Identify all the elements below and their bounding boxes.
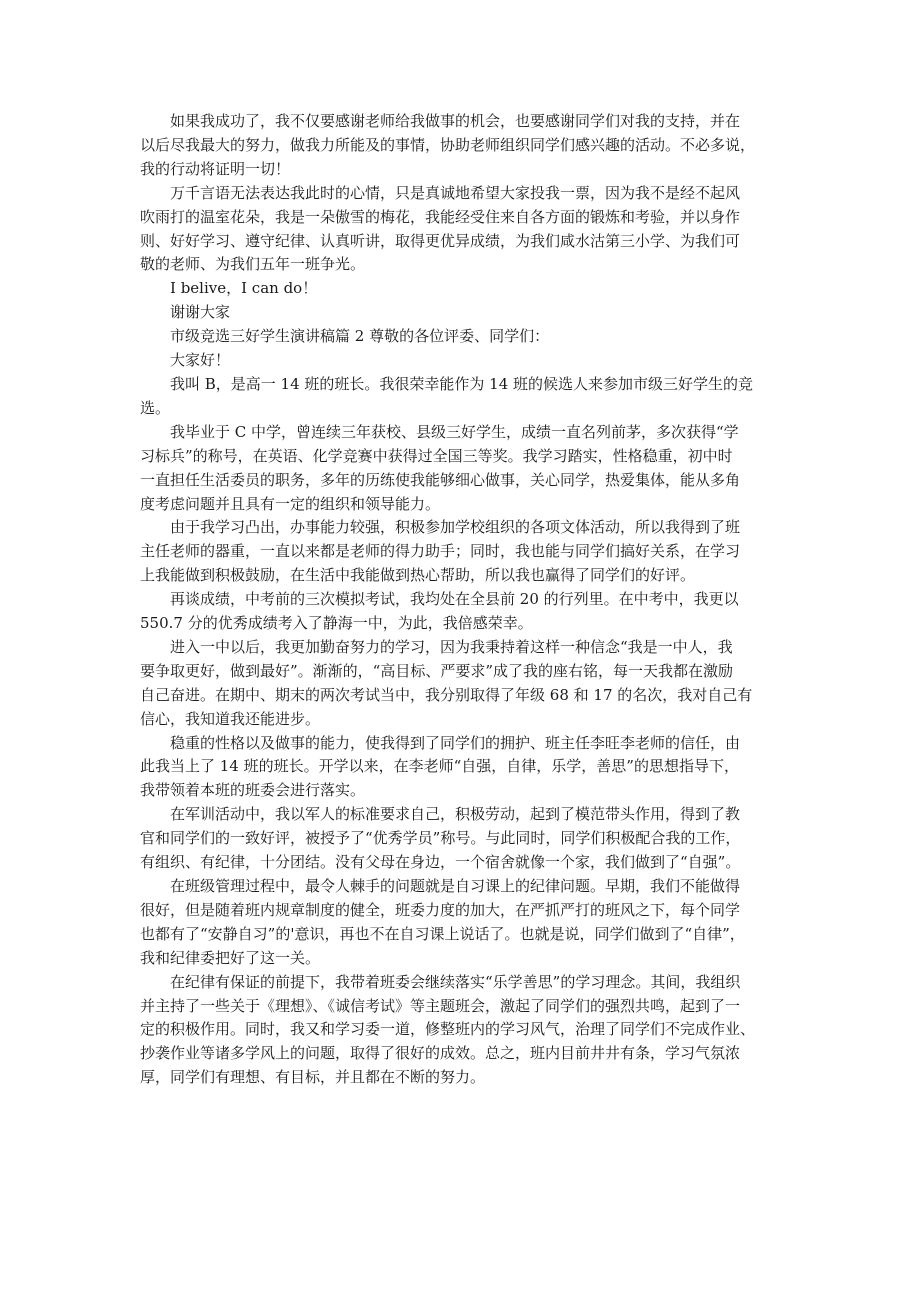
- paragraph: [140, 301, 790, 325]
- text-line: 我和纪律委把好了这一关。: [140, 948, 321, 967]
- paragraph: [140, 110, 790, 182]
- paragraph: [140, 277, 790, 301]
- paragraph: [140, 875, 790, 971]
- text-line: 市级竞选三好学生演讲稿篇 2 尊敬的各位评委、同学们：: [170, 327, 550, 346]
- text-line: 此我当上了 14 班的班长。开学以来，在李老师“自强，自律，乐学，善思”的思想指导下，: [140, 757, 739, 776]
- text-line: 万千言语无法表达我此时的心情，只是真诚地希望大家投我一票，因为我不是经不起风: [170, 183, 741, 202]
- text-line: 上我能做到积极鼓励，在生活中我能做到热心帮助，所以我也赢得了同学们的好评。: [140, 566, 696, 585]
- text-line: 度考虑问题并且具有一定的组织和领导能力。: [140, 494, 441, 513]
- paragraph: [140, 516, 790, 588]
- text-line: 敬的老师、为我们五年一班争光。: [140, 255, 366, 274]
- text-line: 在军训活动中，我以军人的标准要求自己，积极劳动，起到了模范带头作用，得到了教: [170, 805, 741, 824]
- paragraph: [140, 588, 790, 636]
- text-line: 我的行动将证明一切！: [140, 159, 291, 178]
- paragraph: [140, 636, 790, 732]
- paragraph: [140, 373, 790, 421]
- text-line: 稳重的性格以及做事的能力，使我得到了同学们的拥护、班主任李旺李老师的信任，由: [170, 733, 741, 752]
- speech-text-body: [140, 110, 790, 1090]
- paragraph: [140, 421, 790, 517]
- text-line: 在班级管理过程中，最令人棘手的问题就是自习课上的纪律问题。早期，我们不能做得: [170, 877, 741, 895]
- text-line: 以后尽我最大的努力，做我力所能及的事情，协助老师组织同学们感兴趣的活动。不必多说，: [140, 135, 756, 154]
- text-line: 官和同学们的一致好评，被授予了“优秀学员”称号。与此同时，同学们积极配合我的工作，: [140, 829, 741, 848]
- text-line: 大家好！: [170, 351, 231, 370]
- text-line: 吹雨打的温室花朵，我是一朵傲雪的梅花，我能经受住来自各方面的锻炼和考验，并以身作: [140, 207, 741, 226]
- text-line: 我叫 B，是高一 14 班的班长。我很荣幸能作为 14 班的候选人来参加市级三好学生的竞: [170, 374, 754, 393]
- text-line: 要争取更好，做到最好”。渐渐的，“高目标、严要求”成了我的座右铭，每一天我都在激励: [140, 661, 734, 680]
- paragraph: [140, 732, 790, 804]
- text-line: 习标兵”的称号，在英语、化学竞赛中获得过全国三等奖。我学习踏实，性格稳重，初中时: [140, 446, 733, 465]
- paragraph: [140, 182, 790, 278]
- text-line: 由于我学习凸出，办事能力较强，积极参加学校组织的各项文体活动，所以我得到了班: [170, 518, 741, 537]
- text-line: 550.7 分的优秀成绩考入了静海一中，为此，我倍感荣幸。: [140, 614, 533, 633]
- paragraph: [140, 971, 790, 1091]
- text-line: 如果我成功了，我不仅要感谢老师给我做事的机会，也要感谢同学们对我的支持，并在: [170, 112, 741, 130]
- paragraph: [140, 325, 790, 349]
- text-line: 在纪律有保证的前提下，我带着班委会继续落实“乐学善思”的学习理念。其间，我组织: [170, 972, 741, 991]
- paragraph: [140, 349, 790, 373]
- text-line: 主任老师的器重，一直以来都是老师的得力助手；同时，我也能与同学们搞好关系，在学习: [140, 542, 741, 561]
- text-line: I belive，I can do！: [170, 279, 318, 298]
- text-line: 则、好好学习、遵守纪律、认真听讲，取得更优异成绩，为我们咸水沽第三小学、为我们可: [140, 231, 741, 250]
- text-line: 厚，同学们有理想、有目标，并且都在不断的努力。: [140, 1068, 486, 1087]
- text-line: 定的积极作用。同时，我又和学习委一道，修整班内的学习风气，治理了同学们不完成作业、: [140, 1020, 756, 1039]
- text-line: 再谈成绩，中考前的三次模拟考试，我均处在全县前 20 的行列里。在中考中，我更以: [170, 590, 739, 609]
- text-line: 谢谢大家: [170, 303, 231, 322]
- text-line: 我毕业于 C 中学，曾连续三年获校、县级三好学生，成绩一直名列前茅，多次获得“学: [170, 422, 739, 441]
- text-line: 选。: [140, 398, 171, 417]
- text-line: 并主持了一些关于《理想》、《诚信考试》等主题班会，激起了同学们的强烈共鸣，起到了一: [140, 996, 741, 1015]
- text-line: 信心，我知道我还能进步。: [140, 709, 321, 728]
- text-line: 我带领着本班的班委会进行落实。: [140, 781, 366, 800]
- text-line: 抄袭作业等诸多学风上的问题，取得了很好的成效。总之，班内目前井井有条，学习气氛浓: [140, 1044, 741, 1063]
- text-line: 一直担任生活委员的职务，多年的历练使我能够细心做事，关心同学，热爱集体，能从多角: [140, 470, 741, 489]
- text-line: 进入一中以后，我更加勤奋努力的学习，因为我秉持着这样一种信念“我是一中人，我: [170, 637, 733, 656]
- text-line: 有组织、有纪律，十分团结。没有父母在身边，一个宿舍就像一个家，我们做到了“自强”。: [140, 853, 741, 872]
- text-line: 很好，但是随着班内规章制度的健全，班委力度的加大，在严抓严打的班风之下，每个同学: [140, 900, 741, 919]
- text-line: 自己奋进。在期中、期末的两次考试当中，我分别取得了年级 68 和 17 的名次，我对自己有: [140, 685, 753, 704]
- paragraph: [140, 803, 790, 875]
- text-line: 也都有了“安静自习”的'意识，再也不在自习课上说话了。也就是说，同学们做到了“自律”，: [140, 924, 745, 943]
